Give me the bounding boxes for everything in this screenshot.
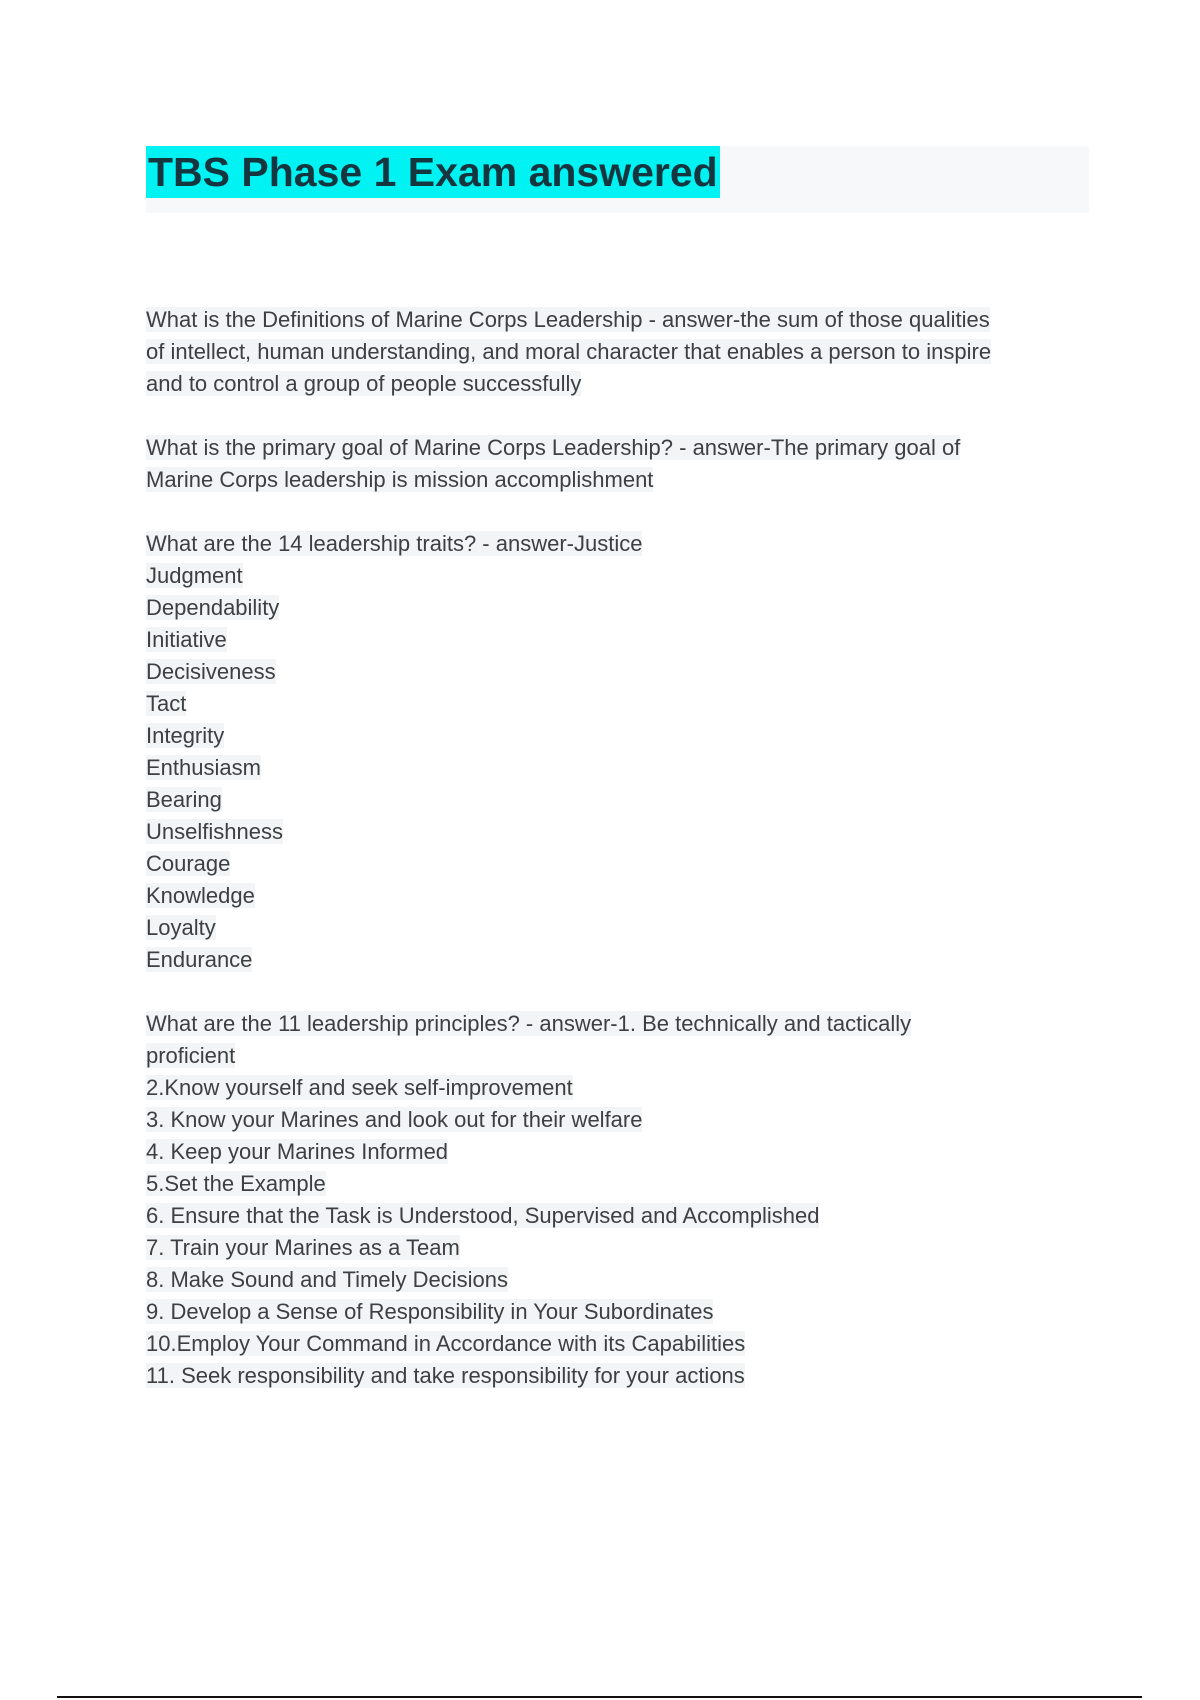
list-item: 7. Train your Marines as a Team [146,1235,460,1260]
list-item: 8. Make Sound and Timely Decisions [146,1267,508,1292]
text-line: What is the Definitions of Marine Corps Leadership - answer-the sum of those qualities [146,307,990,332]
list-item: 4. Keep your Marines Informed [146,1139,449,1164]
list-item: 6. Ensure that the Task is Understood, Supervised and Accomplished [146,1203,820,1228]
document-body [146,304,1089,1424]
list-item: 10.Employ Your Command in Accordance with its Capabilities [146,1331,746,1356]
list-item: 3. Know your Marines and look out for their welfare [146,1107,643,1132]
list-item: Integrity [146,723,225,748]
list-item: Decisiveness [146,659,276,684]
list-item: Courage [146,851,231,876]
qa-block-leadership-traits [146,528,1089,976]
text-line: What is the primary goal of Marine Corps Leadership? - answer-The primary goal of [146,435,961,460]
list-item: 11. Seek responsibility and take responsibility for your actions [146,1363,745,1388]
text-line: Marine Corps leadership is mission accomplishment [146,467,654,492]
list-item: Bearing [146,787,222,812]
qa-block-leadership-principles [146,1008,1089,1392]
qa-block-leadership-definition [146,304,1089,400]
page-title: TBS Phase 1 Exam answered [146,146,720,198]
list-item: 2.Know yourself and seek self-improvement [146,1075,573,1100]
list-item: Loyalty [146,915,216,940]
text-line: of intellect, human understanding, and moral character that enables a person to inspire [146,339,992,364]
list-item: 5.Set the Example [146,1171,326,1196]
list-item: Judgment [146,563,243,588]
text-line: What are the 11 leadership principles? - answer-1. Be technically and tactically [146,1011,912,1036]
qa-block-primary-goal [146,432,1089,496]
text-line: proficient [146,1043,236,1068]
list-item: 9. Develop a Sense of Responsibility in Your Subordinates [146,1299,714,1324]
list-item: Enthusiasm [146,755,261,780]
list-item: Initiative [146,627,227,652]
list-item: Tact [146,691,187,716]
list-item: Unselfishness [146,819,283,844]
list-item: Dependability [146,595,280,620]
list-item: Endurance [146,947,253,972]
footer-divider [57,1696,1142,1698]
text-line: What are the 14 leadership traits? - answer-Justice [146,531,643,556]
text-line: and to control a group of people successfully [146,371,582,396]
list-item: Knowledge [146,883,255,908]
